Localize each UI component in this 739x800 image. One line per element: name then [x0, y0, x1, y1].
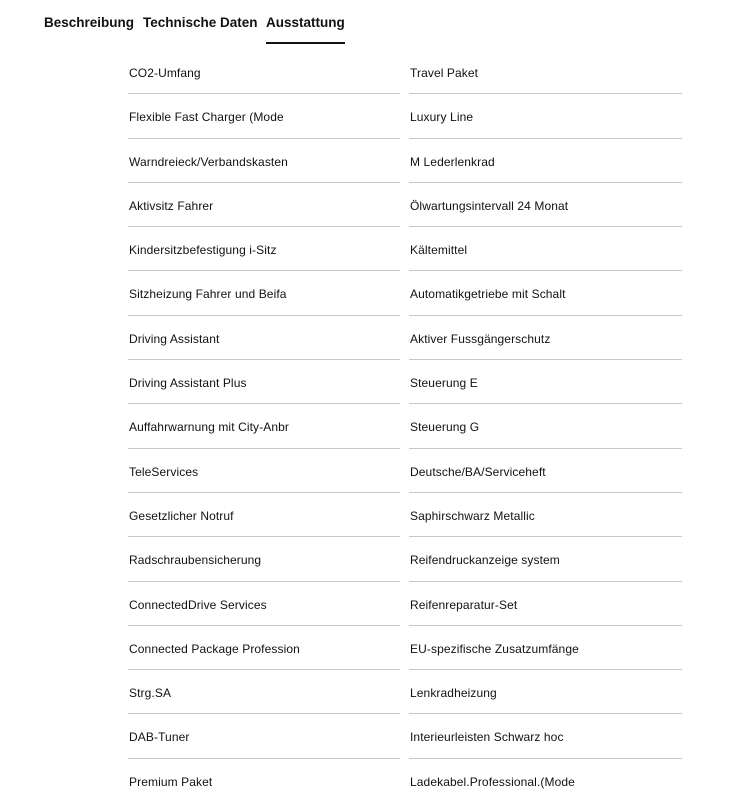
equipment-item-label: Gesetzlicher Notruf [129, 508, 234, 523]
equipment-item [128, 493, 400, 537]
equipment-item-label: Aktiver Fussgängerschutz [410, 331, 551, 346]
equipment-item-label: Lenkradheizung [410, 686, 497, 701]
equipment-item-label: Radschraubensicherung [129, 553, 262, 568]
equipment-item-label: Reifendruckanzeige system [410, 553, 560, 568]
equipment-item-label: Reifenreparatur-Set [410, 597, 518, 612]
equipment-item [409, 670, 682, 714]
equipment-item [409, 227, 682, 271]
equipment-item [128, 139, 400, 183]
equipment-item-label: Steuerung G [410, 420, 480, 435]
equipment-item [128, 626, 400, 670]
equipment-item [128, 227, 400, 271]
equipment-item [409, 582, 682, 626]
equipment-item [128, 360, 400, 404]
equipment-item-label: Warndreieck/Verbandskasten [129, 154, 288, 169]
equipment-item [409, 449, 682, 493]
equipment-item-label: Strg.SA [129, 686, 172, 701]
equipment-item [409, 537, 682, 581]
equipment-item-label: Flexible Fast Charger (Mode [129, 110, 284, 125]
equipment-item [128, 271, 400, 315]
equipment-item [409, 139, 682, 183]
equipment-item-label: Steuerung E [410, 376, 478, 391]
equipment-item [409, 360, 682, 404]
tab-beschreibung[interactable]: Beschreibung [44, 15, 135, 30]
equipment-item-label: Connected Package Profession [129, 641, 300, 656]
tab-ausstattung[interactable]: Ausstattung [266, 14, 345, 44]
equipment-item [409, 714, 682, 758]
equipment-item [409, 626, 682, 670]
equipment-list-left [128, 50, 400, 800]
equipment-item [128, 537, 400, 581]
equipment-item [128, 582, 400, 626]
equipment-item [128, 50, 400, 94]
equipment-item-label: Travel Paket [410, 66, 479, 80]
equipment-item-label: Kindersitzbefestigung i-Sitz [129, 243, 277, 258]
equipment-item [409, 493, 682, 537]
tab-technische-daten[interactable]: Technische Daten [143, 15, 258, 30]
equipment-item-label: M Lederlenkrad [410, 154, 495, 169]
equipment-item-label: Sitzheizung Fahrer und Beifa [129, 287, 287, 302]
equipment-item [128, 316, 400, 360]
equipment-item [128, 714, 400, 758]
equipment-list-right [409, 50, 682, 800]
equipment-item [409, 316, 682, 360]
equipment-item-label: Aktivsitz Fahrer [129, 198, 214, 213]
equipment-item [128, 404, 400, 448]
equipment-item [409, 759, 682, 800]
equipment-item-label: Ölwartungsintervall 24 Monat [410, 198, 569, 213]
equipment-item-label: Premium Paket [129, 774, 213, 789]
equipment-item-label: Saphirschwarz Metallic [410, 508, 535, 523]
equipment-item [128, 759, 400, 800]
equipment-item [409, 404, 682, 448]
equipment-item-label: CO2-Umfang [129, 66, 201, 80]
equipment-item-label: Luxury Line [410, 110, 474, 125]
equipment-item [409, 94, 682, 138]
equipment-item-label: Interieurleisten Schwarz hoc [410, 730, 564, 745]
equipment-item-label: EU-spezifische Zusatzumfänge [410, 641, 579, 656]
equipment-item [128, 94, 400, 138]
equipment-item-label: Deutsche/BA/Serviceheft [410, 464, 546, 479]
equipment-item-label: Ladekabel.Professional.(Mode [410, 774, 575, 789]
equipment-item-label: Driving Assistant Plus [129, 376, 247, 391]
equipment-item-label: Driving Assistant [129, 331, 220, 346]
equipment-item-label: Auffahrwarnung mit City-Anbr [129, 420, 289, 435]
equipment-item [128, 183, 400, 227]
equipment-item-label: DAB-Tuner [129, 730, 190, 745]
equipment-item [409, 271, 682, 315]
tab-bar [0, 0, 739, 50]
equipment-item-label: Automatikgetriebe mit Schalt [410, 287, 566, 302]
equipment-item-label: ConnectedDrive Services [129, 597, 267, 612]
equipment-item-label: TeleServices [129, 464, 199, 479]
equipment-item-label: Kältemittel [410, 243, 468, 258]
equipment-item [409, 50, 682, 94]
equipment-item [128, 670, 400, 714]
equipment-item [128, 449, 400, 493]
equipment-item [409, 183, 682, 227]
